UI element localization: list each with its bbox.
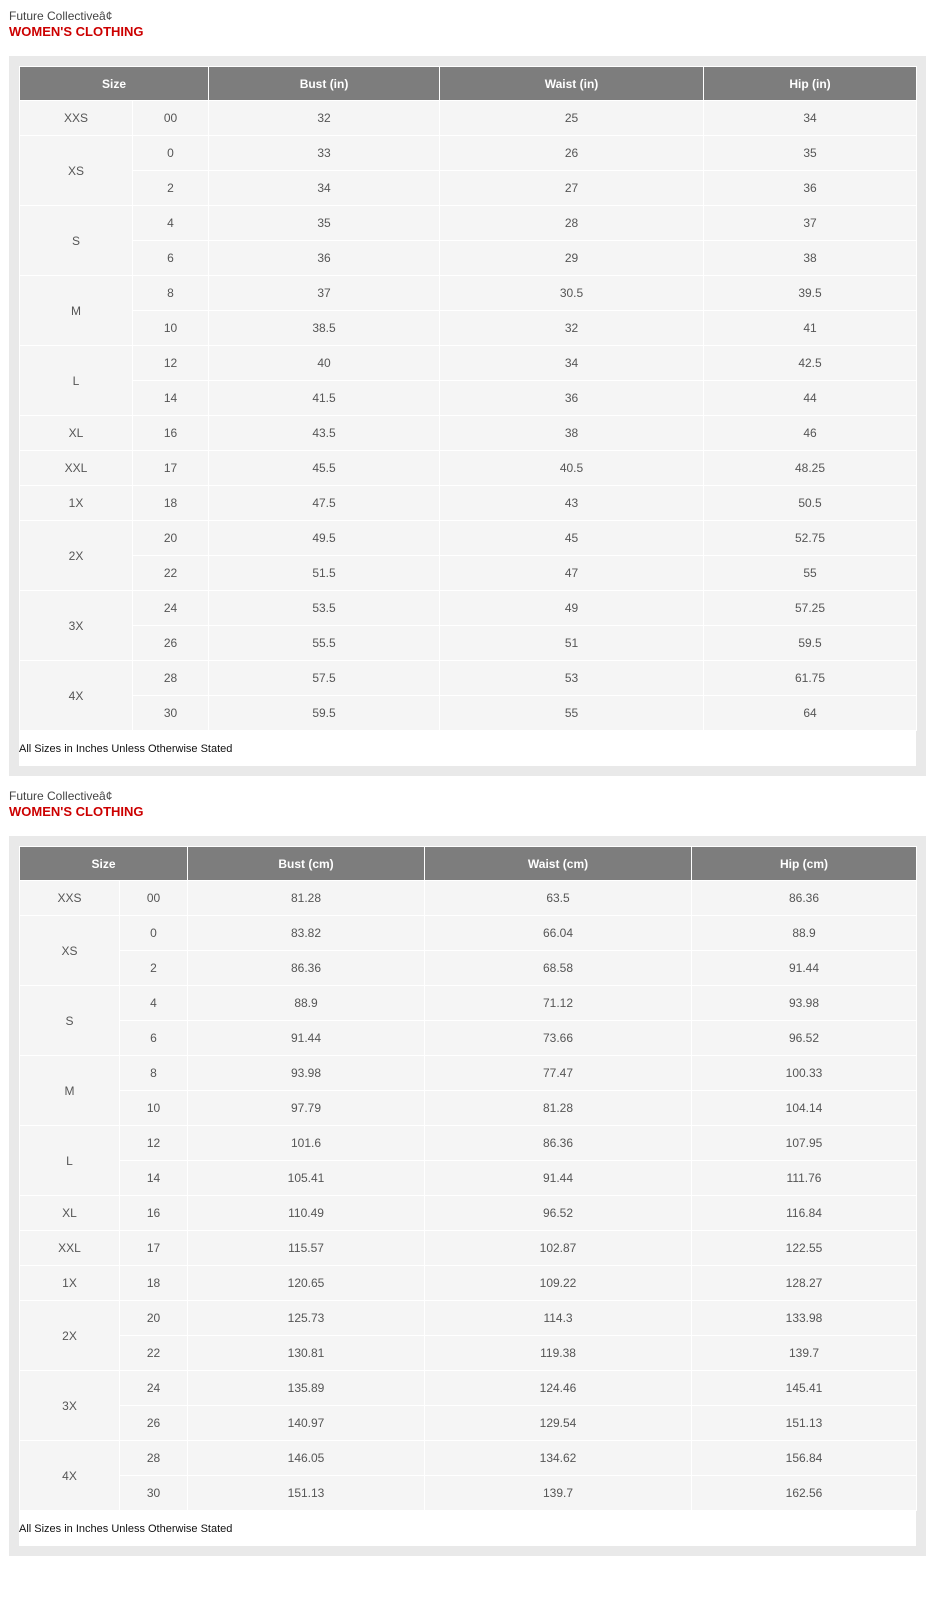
bust-value: 34 [209,171,440,206]
waist-value: 36 [440,381,704,416]
hip-value: 38 [704,241,917,276]
size-letter: XXS [20,881,120,916]
bust-value: 97.79 [188,1091,425,1126]
waist-value: 68.58 [425,951,692,986]
bust-value: 32 [209,101,440,136]
hip-value: 100.33 [692,1056,917,1091]
table-row [20,951,917,986]
table-row [20,1021,917,1056]
table-row [20,916,917,951]
size-number: 4 [133,206,209,241]
waist-value: 32 [440,311,704,346]
hip-value: 36 [704,171,917,206]
table-row [20,626,917,661]
bust-value: 55.5 [209,626,440,661]
waist-value: 81.28 [425,1091,692,1126]
hip-value: 104.14 [692,1091,917,1126]
size-letter: 1X [20,486,133,521]
table-row [20,1196,917,1231]
waist-value: 29 [440,241,704,276]
waist-value: 38 [440,416,704,451]
size-table-inches [19,66,917,731]
bust-value: 151.13 [188,1476,425,1511]
bust-value: 38.5 [209,311,440,346]
header-size: Size [20,67,209,101]
table-row [20,1441,917,1476]
size-letter: 4X [20,661,133,731]
table-panel [9,56,926,776]
hip-value: 34 [704,101,917,136]
table-row [20,1161,917,1196]
waist-value: 134.62 [425,1441,692,1476]
hip-value: 91.44 [692,951,917,986]
size-letter: 2X [20,521,133,591]
size-letter: 1X [20,1266,120,1301]
size-number: 6 [133,241,209,276]
table-row [20,556,917,591]
size-number: 10 [133,311,209,346]
size-letter: XS [20,916,120,986]
table-row [20,696,917,731]
section-title: WOMEN'S CLOTHING [9,24,144,39]
size-table-cm [19,846,917,1511]
size-number: 4 [120,986,188,1021]
bust-value: 105.41 [188,1161,425,1196]
table-container [19,846,916,1546]
waist-value: 43 [440,486,704,521]
table-row [20,591,917,626]
units-note: All Sizes in Inches Unless Otherwise Stated [19,1523,233,1535]
table-row [20,206,917,241]
bust-value: 57.5 [209,661,440,696]
table-header-row [20,67,917,101]
waist-value: 119.38 [425,1336,692,1371]
hip-value: 128.27 [692,1266,917,1301]
bust-value: 120.65 [188,1266,425,1301]
bust-value: 33 [209,136,440,171]
bust-value: 110.49 [188,1196,425,1231]
size-number: 16 [120,1196,188,1231]
waist-value: 114.3 [425,1301,692,1336]
size-letter: XXS [20,101,133,136]
bust-value: 125.73 [188,1301,425,1336]
size-number: 30 [133,696,209,731]
size-number: 17 [133,451,209,486]
size-chart-cm-section [0,780,935,1600]
table-row [20,1301,917,1336]
units-note: All Sizes in Inches Unless Otherwise Stated [19,743,233,755]
bust-value: 83.82 [188,916,425,951]
hip-value: 52.75 [704,521,917,556]
hip-value: 145.41 [692,1371,917,1406]
waist-value: 109.22 [425,1266,692,1301]
table-row [20,986,917,1021]
size-number: 8 [133,276,209,311]
waist-value: 71.12 [425,986,692,1021]
hip-value: 59.5 [704,626,917,661]
size-letter: S [20,206,133,276]
size-letter: XXL [20,451,133,486]
size-letter: 3X [20,1371,120,1441]
bust-value: 51.5 [209,556,440,591]
waist-value: 129.54 [425,1406,692,1441]
bust-value: 43.5 [209,416,440,451]
waist-value: 86.36 [425,1126,692,1161]
size-letter: 3X [20,591,133,661]
hip-value: 139.7 [692,1336,917,1371]
size-number: 00 [133,101,209,136]
size-chart-inches-section [0,0,935,780]
hip-value: 44 [704,381,917,416]
brand-name: Future Collectiveâ¢ [9,789,113,803]
table-row [20,1231,917,1266]
table-row [20,276,917,311]
waist-value: 26 [440,136,704,171]
table-row [20,661,917,696]
hip-value: 64 [704,696,917,731]
size-number: 0 [120,916,188,951]
size-number: 6 [120,1021,188,1056]
hip-value: 116.84 [692,1196,917,1231]
hip-value: 122.55 [692,1231,917,1266]
bust-value: 91.44 [188,1021,425,1056]
bust-value: 45.5 [209,451,440,486]
bust-value: 53.5 [209,591,440,626]
header-waist: Waist (in) [440,67,704,101]
waist-value: 96.52 [425,1196,692,1231]
size-letter: XL [20,416,133,451]
bust-value: 59.5 [209,696,440,731]
waist-value: 25 [440,101,704,136]
bust-value: 115.57 [188,1231,425,1266]
table-row [20,311,917,346]
table-row [20,1056,917,1091]
hip-value: 86.36 [692,881,917,916]
size-number: 10 [120,1091,188,1126]
waist-value: 124.46 [425,1371,692,1406]
table-row [20,881,917,916]
waist-value: 55 [440,696,704,731]
bust-value: 101.6 [188,1126,425,1161]
header-bust: Bust (cm) [188,847,425,881]
table-row [20,1371,917,1406]
size-number: 17 [120,1231,188,1266]
waist-value: 77.47 [425,1056,692,1091]
table-row [20,1476,917,1511]
table-container [19,66,916,766]
size-number: 22 [120,1336,188,1371]
size-letter: 2X [20,1301,120,1371]
waist-value: 49 [440,591,704,626]
header-hip: Hip (in) [704,67,917,101]
waist-value: 102.87 [425,1231,692,1266]
table-row [20,416,917,451]
waist-value: 30.5 [440,276,704,311]
hip-value: 50.5 [704,486,917,521]
waist-value: 91.44 [425,1161,692,1196]
bust-value: 36 [209,241,440,276]
hip-value: 151.13 [692,1406,917,1441]
waist-value: 40.5 [440,451,704,486]
bust-value: 146.05 [188,1441,425,1476]
table-row [20,136,917,171]
header-bust: Bust (in) [209,67,440,101]
waist-value: 47 [440,556,704,591]
waist-value: 66.04 [425,916,692,951]
bust-value: 130.81 [188,1336,425,1371]
hip-value: 39.5 [704,276,917,311]
waist-value: 73.66 [425,1021,692,1056]
bust-value: 140.97 [188,1406,425,1441]
hip-value: 55 [704,556,917,591]
table-row [20,241,917,276]
section-title: WOMEN'S CLOTHING [9,804,144,819]
bust-value: 81.28 [188,881,425,916]
size-number: 18 [133,486,209,521]
table-row [20,486,917,521]
header-waist: Waist (cm) [425,847,692,881]
hip-value: 93.98 [692,986,917,1021]
hip-value: 61.75 [704,661,917,696]
waist-value: 63.5 [425,881,692,916]
table-row [20,171,917,206]
size-letter: L [20,1126,120,1196]
size-letter: 4X [20,1441,120,1511]
size-number: 12 [133,346,209,381]
hip-value: 46 [704,416,917,451]
hip-value: 42.5 [704,346,917,381]
bust-value: 93.98 [188,1056,425,1091]
hip-value: 41 [704,311,917,346]
bust-value: 47.5 [209,486,440,521]
waist-value: 51 [440,626,704,661]
hip-value: 96.52 [692,1021,917,1056]
table-row [20,381,917,416]
bust-value: 49.5 [209,521,440,556]
table-row [20,346,917,381]
waist-value: 28 [440,206,704,241]
waist-value: 139.7 [425,1476,692,1511]
bust-value: 37 [209,276,440,311]
waist-value: 34 [440,346,704,381]
size-number: 16 [133,416,209,451]
hip-value: 133.98 [692,1301,917,1336]
size-number: 18 [120,1266,188,1301]
waist-value: 53 [440,661,704,696]
bust-value: 41.5 [209,381,440,416]
size-letter: XL [20,1196,120,1231]
size-number: 00 [120,881,188,916]
size-letter: XXL [20,1231,120,1266]
hip-value: 107.95 [692,1126,917,1161]
size-letter: L [20,346,133,416]
size-number: 26 [120,1406,188,1441]
bust-value: 35 [209,206,440,241]
bust-value: 40 [209,346,440,381]
hip-value: 48.25 [704,451,917,486]
table-row [20,1266,917,1301]
size-number: 8 [120,1056,188,1091]
size-number: 26 [133,626,209,661]
table-row [20,451,917,486]
size-number: 22 [133,556,209,591]
size-number: 12 [120,1126,188,1161]
header-hip: Hip (cm) [692,847,917,881]
hip-value: 111.76 [692,1161,917,1196]
size-number: 0 [133,136,209,171]
bust-value: 86.36 [188,951,425,986]
size-number: 2 [133,171,209,206]
table-panel [9,836,926,1556]
hip-value: 88.9 [692,916,917,951]
table-row [20,521,917,556]
size-letter: XS [20,136,133,206]
table-row [20,1406,917,1441]
waist-value: 45 [440,521,704,556]
size-number: 20 [133,521,209,556]
bust-value: 88.9 [188,986,425,1021]
hip-value: 156.84 [692,1441,917,1476]
size-number: 28 [120,1441,188,1476]
size-number: 28 [133,661,209,696]
size-letter: M [20,276,133,346]
table-row [20,1091,917,1126]
size-number: 30 [120,1476,188,1511]
size-number: 2 [120,951,188,986]
size-number: 20 [120,1301,188,1336]
waist-value: 27 [440,171,704,206]
size-letter: M [20,1056,120,1126]
table-row [20,1126,917,1161]
size-number: 24 [133,591,209,626]
table-header-row [20,847,917,881]
hip-value: 35 [704,136,917,171]
bust-value: 135.89 [188,1371,425,1406]
size-number: 14 [120,1161,188,1196]
size-letter: S [20,986,120,1056]
size-number: 14 [133,381,209,416]
header-size: Size [20,847,188,881]
hip-value: 37 [704,206,917,241]
table-row [20,1336,917,1371]
table-row [20,101,917,136]
size-number: 24 [120,1371,188,1406]
brand-name: Future Collectiveâ¢ [9,9,113,23]
hip-value: 57.25 [704,591,917,626]
hip-value: 162.56 [692,1476,917,1511]
